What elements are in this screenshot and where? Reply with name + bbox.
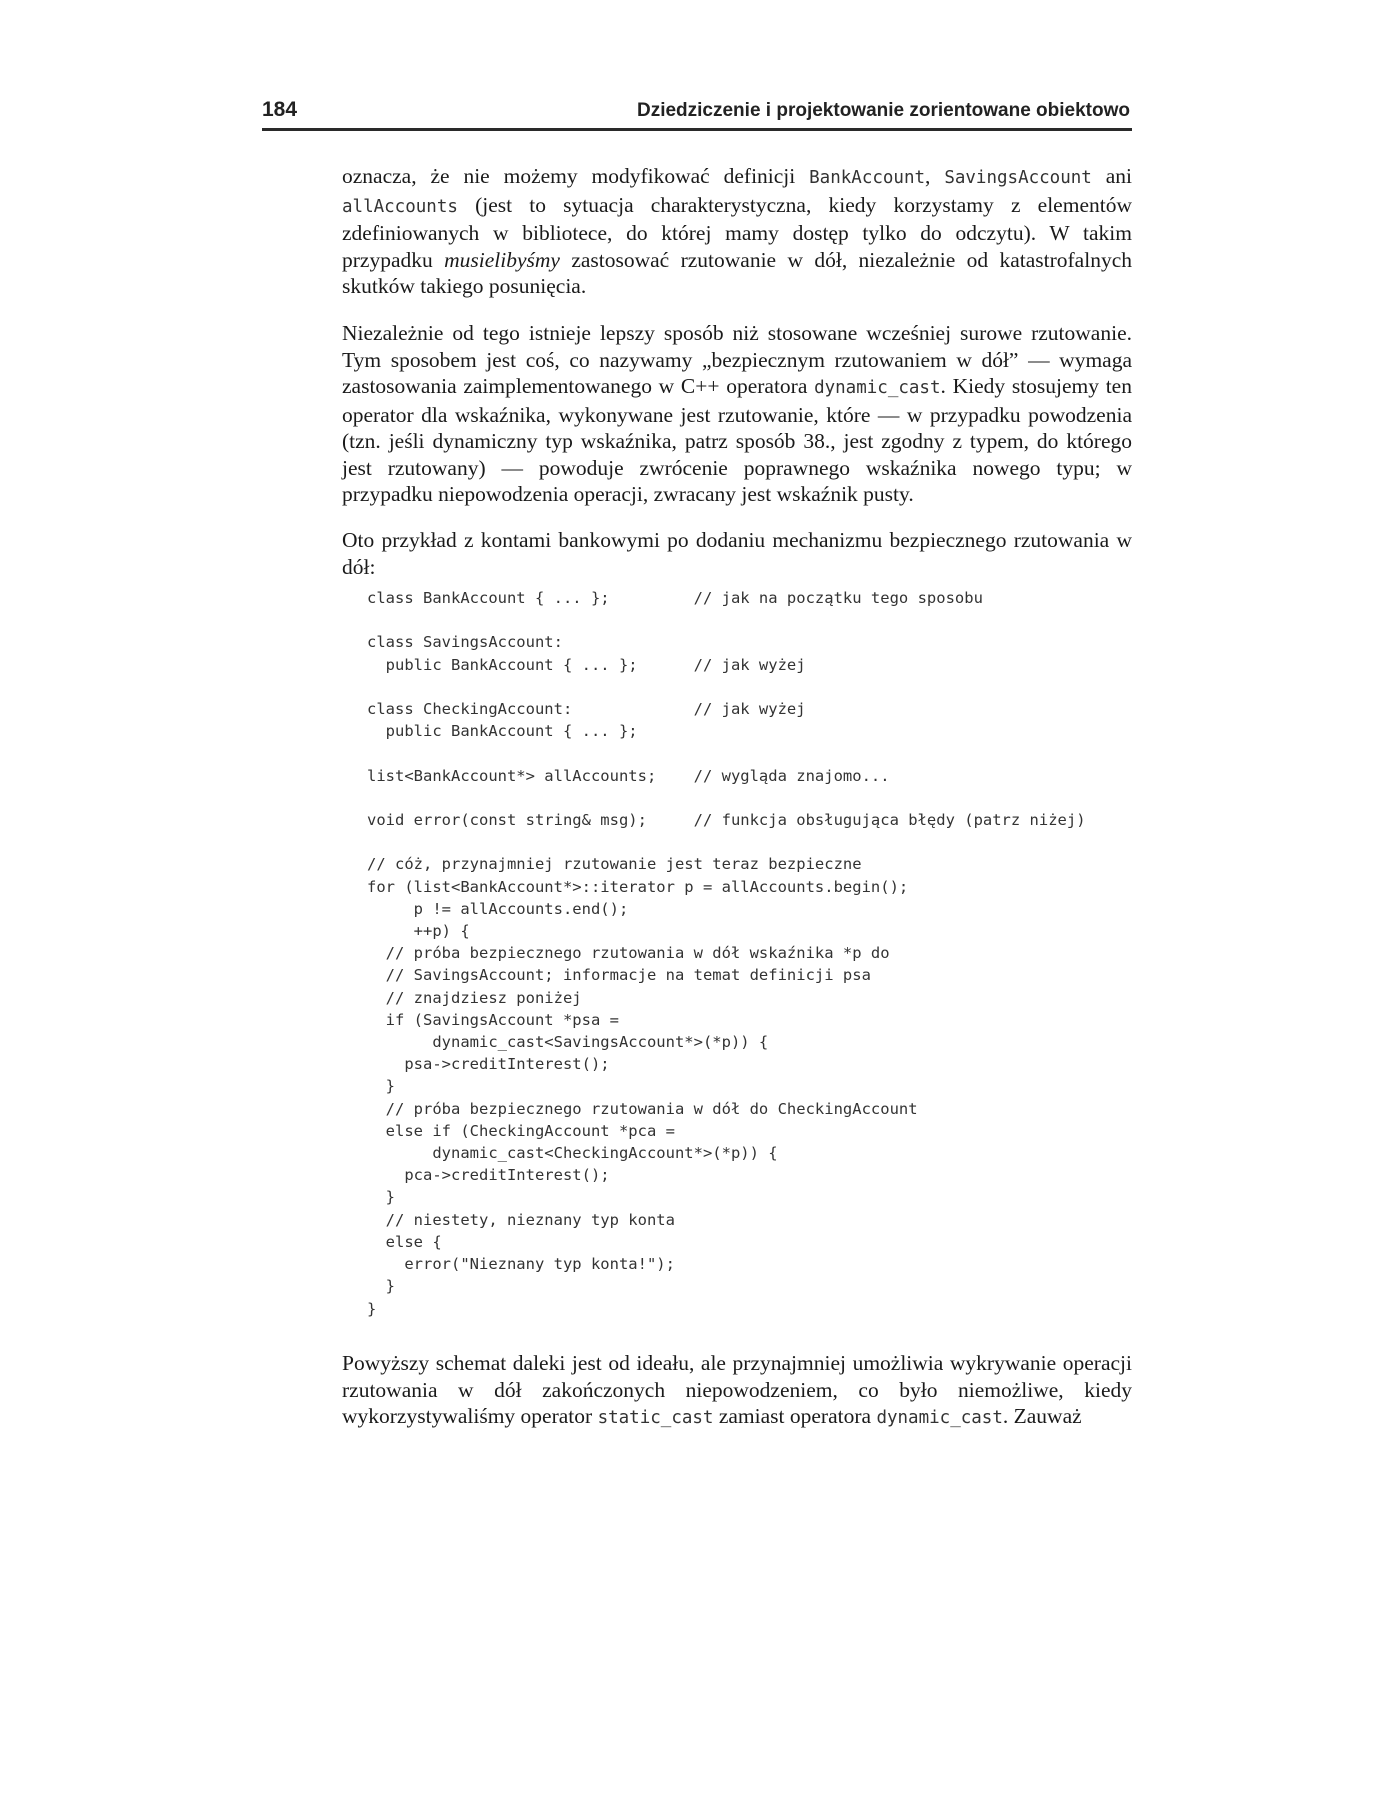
paragraph-2 bbox=[342, 320, 1132, 508]
text: , bbox=[925, 164, 945, 188]
code-inline: static_cast bbox=[597, 1408, 714, 1428]
text: Oto przykład z kontami bankowymi po dodaniu mechanizmu bezpiecznego rzutowania w dół: bbox=[342, 528, 1132, 579]
text: oznacza, że nie możemy modyfikować definicji bbox=[342, 164, 810, 188]
text: Niezależnie od tego istnieje lepszy sposób niż stosowane wcześniej surowe rzutowanie. Tym sposobem jest coś, co nazywamy „bezpiecznym rzutowaniem w dół” — wymaga zastosowania zaimplementowanego w C++ operatora bbox=[342, 321, 1132, 398]
text: . Zauważ bbox=[1002, 1404, 1082, 1428]
page-header bbox=[262, 94, 1132, 131]
code-inline: dynamic_cast bbox=[814, 378, 941, 398]
text: . Kiedy stosujemy ten operator dla wskaźnika, wykonywane jest rzutowanie, które — w przypadku powodzenia (tzn. jeśli dynamiczny typ wskaźnika, patrz sposób 38., jest zgodny z typem, do którego jest rzutowany) — powoduje zwrócenie poprawnego wskaźnika nowego typu; w przypadku niepowodzenia operacji, zwracany jest wskaźnik pusty. bbox=[342, 374, 1132, 506]
code-inline: dynamic_cast bbox=[876, 1408, 1003, 1428]
text: zamiast operatora bbox=[713, 1404, 877, 1428]
code-listing: class BankAccount { ... }; // jak na początku tego sposobu class SavingsAccount: public BankAccount { ... }; // jak wyżej class CheckingAccount: // jak wyżej public BankAccount { ... }; list<BankAccount*> allAccounts; // wygląda znajomo... void error(const string& msg); // funkcja obsługująca błędy (patrz niżej) // cóż, przynajmniej rzutowanie jest teraz bezpieczne for (list<BankAccount*>::iterator p = allAccounts.begin(); p != allAccounts.end(); ++p) { // próba bezpiecznego rzutowania w dół wskaźnika *p do // SavingsAccount; informacje na temat definicji psa // znajdziesz poniżej if (SavingsAccount *psa = dynamic_cast<SavingsAccount*>(*p)) { psa->creditInterest(); } // próba bezpiecznego rzutowania w dół do CheckingAccount else if (CheckingAccount *pca = dynamic_cast<CheckingAccount*>(*p)) { pca->creditInterest(); } // niestety, nieznany typ konta else { error("Nieznany typ konta!"); } } bbox=[367, 589, 1086, 1318]
code-inline: BankAccount bbox=[809, 168, 926, 188]
paragraph-4 bbox=[342, 1350, 1132, 1432]
paragraph-1 bbox=[342, 163, 1132, 300]
text: (jest to sytuacja charakterystyczna, kiedy korzystamy z elementów zdefiniowanych w bibliotece, do której mamy dostęp tylko do odczytu). W takim przypadku bbox=[342, 192, 1132, 272]
emphasis: musielibyśmy bbox=[444, 247, 560, 272]
running-title: Dziedziczenie i projektowanie zorientowane obiektowo bbox=[636, 100, 1130, 121]
code-inline: allAccounts bbox=[342, 196, 458, 217]
code-inline: SavingsAccount bbox=[944, 168, 1092, 188]
text: zastosować rzutowanie w dół, niezależnie od katastrofalnych skutków takiego posunięcia. bbox=[342, 247, 1132, 298]
text: Powyższy schemat daleki jest od ideału, ale przynajmniej umożliwia wykrywanie operacji rzutowania w dół zakończonych niepowodzeniem, co było niemożliwe, kiedy wykorzystywaliśmy operator bbox=[342, 1351, 1132, 1428]
paragraph-3 bbox=[342, 527, 1132, 580]
page-number: 184 bbox=[262, 98, 298, 121]
text: ani bbox=[1091, 164, 1132, 188]
